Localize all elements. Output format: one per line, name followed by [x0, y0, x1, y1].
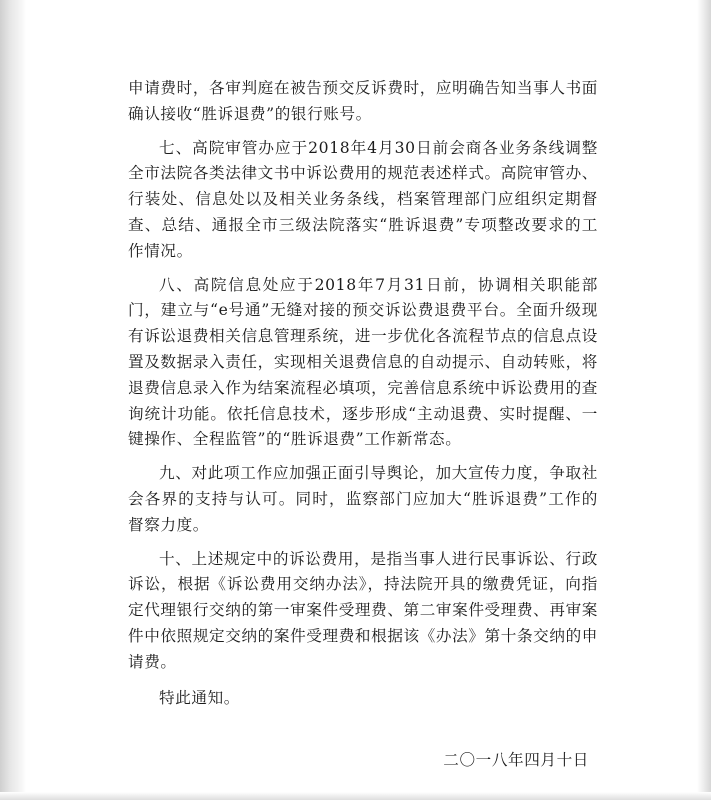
document-date: 二〇一八年四月十日 [443, 751, 589, 769]
paragraph-item-10: 十、上述规定中的诉讼费用，是指当事人进行民事诉讼、行政诉讼，根据《诉讼费用交纳办法》，持法院开具的缴费凭证，向指定代理银行交纳的第一审案件受理费、第二审案件受理费、再审案件中依照规定交纳的案件受理费和根据该《办法》第十条交纳的申请费。 [128, 549, 598, 671]
paragraph-item-9: 九、对此项工作应加强正面引导舆论，加大宣传力度，争取社会各界的支持与认可。同时，监察部门应加大“胜诉退费”工作的督察力度。 [128, 464, 598, 534]
scan-shadow-right [697, 0, 711, 800]
paragraph-item-8: 八、高院信息处应于2018年7月31日前，协调相关职能部门，建立与“e号通”无缝对接的预交诉讼费退费平台。全面升级现有诉讼退费相关信息管理系统，进一步优化各流程节点的信息点设置及数据录入责任，实现相关退费信息的自动提示、自动转账，将退费信息录入作为结案流程必填项，完善信息系统中诉讼费用的查询统计功能。依托信息技术，逐步形成“主动退费、实时提醒、一键操作、全程监管”的“胜诉退费”工作新常态。 [128, 275, 598, 449]
scan-shadow-left [0, 0, 26, 800]
paragraph-continuation: 申请费时，各审判庭在被告预交反诉费时，应明确告知当事人书面确认接收“胜诉退费”的银行账号。 [128, 79, 598, 123]
document-body [128, 76, 598, 711]
scan-shadow-bottom [0, 792, 711, 800]
paragraph-item-7: 七、高院审管办应于2018年4月30日前会商各业务条线调整全市法院各类法律文书中诉讼费用的规范表述样式。高院审管办、行装处、信息处以及相关业务条线，档案管理部门应组织定期督查、总结、通报全市三级法院落实“胜诉退费”专项整改要求的工作情况。 [128, 138, 598, 260]
closing-line: 特此通知。 [159, 688, 240, 707]
